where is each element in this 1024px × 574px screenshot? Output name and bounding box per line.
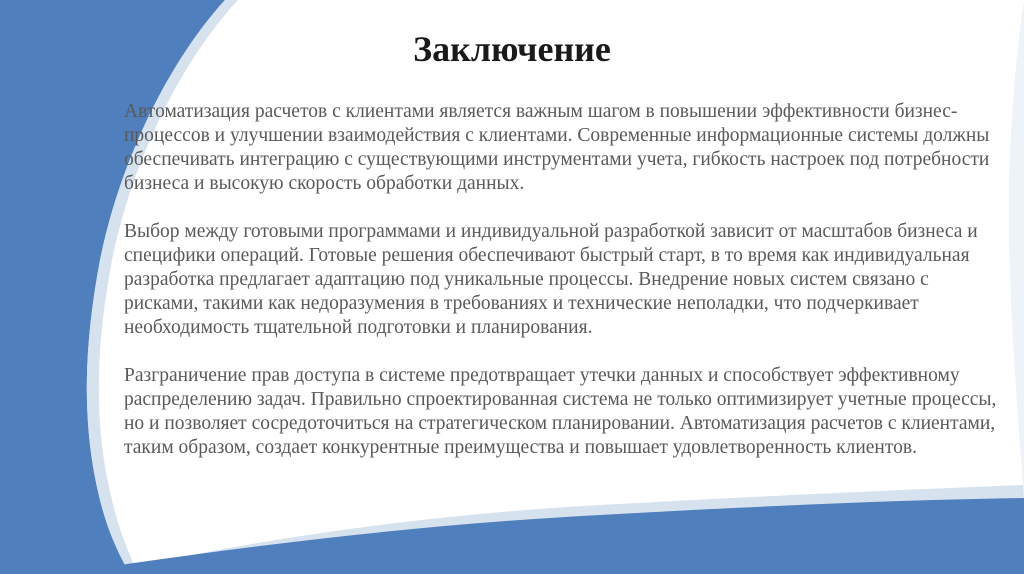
paragraph-access-rights: Разграничение прав доступа в системе предотвращает утечки данных и способствует эффективному распределению задач. Правильно спроектированная система не только оптимизирует учетные процессы, но и позволяет сосредоточиться на стратегическом планировании. Автоматизация расчетов с клиентами, таким образом, создает конкурентные преимущества и повышает удовлетворенность клиентов.	[124, 365, 997, 458]
slide-body	[124, 100, 1004, 484]
paragraph-choice: Выбор между готовыми программами и индивидуальной разработкой зависит от масштабов бизнеса и специфики операций. Готовые решения обеспечивают быстрый старт, в то время как индивидуальная разработка предлагает адаптацию под уникальные процессы. Внедрение новых систем связано с рисками, такими как недоразумения в требованиях и технические неполадки, что подчеркивает необходимость тщательной подготовки и планирования.	[124, 221, 978, 338]
paragraph-automation: Автоматизация расчетов с клиентами является важным шагом в повышении эффективности бизнес-процессов и улучшении взаимодействия с клиентами. Современные информационные системы должны обеспечивать интеграцию с существующими инструментами учета, гибкость настроек под потребности бизнеса и высокую скорость обработки данных.	[124, 101, 990, 194]
right-light-glow	[1009, 0, 1024, 498]
slide-title: Заключение	[413, 29, 611, 69]
